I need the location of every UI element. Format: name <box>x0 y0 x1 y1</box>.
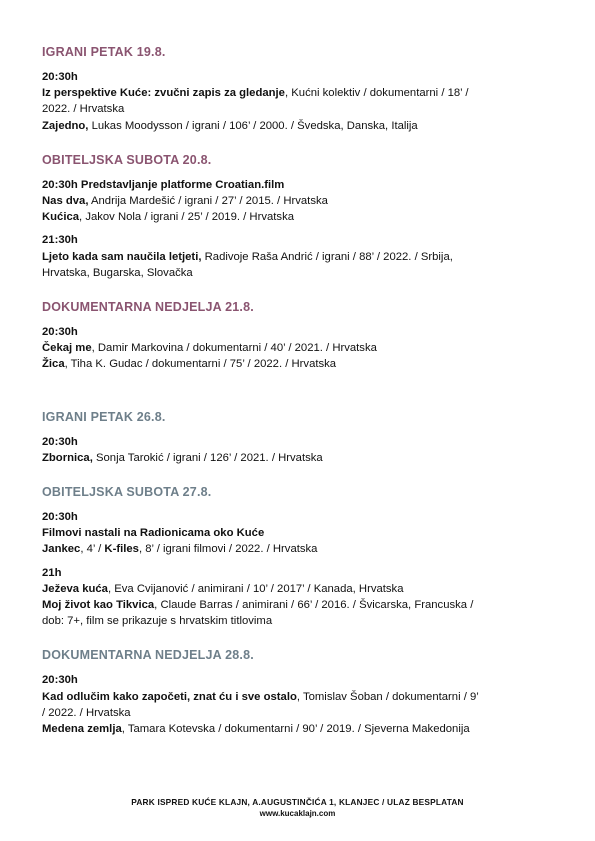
title-text: Kućica <box>42 211 80 224</box>
detail-text: , 8’ / igrani filmovi / 2022. / Hrvatska <box>138 543 318 556</box>
program-line <box>42 209 542 225</box>
screening-block <box>42 69 542 134</box>
footer <box>0 796 595 819</box>
program-line <box>42 249 542 265</box>
detail-text: Radivoje Raša Andrić / igrani / 88’ / 2022. / Srbija, <box>201 250 453 263</box>
detail-text: , Tiha K. Gudac / dokumentarni / 75’ / 2022. / Hrvatska <box>64 358 337 371</box>
title-text: Zajedno, <box>42 119 89 132</box>
program-section <box>42 409 542 466</box>
program-section <box>42 299 542 373</box>
title-text: Iz perspektive Kuće: zvučni zapis za gledanje <box>42 87 285 100</box>
title-text: K-files <box>104 543 139 556</box>
detail-text: , Claude Barras / animirani / 66’ / 2016. / Švicarska, Francuska / <box>154 599 474 612</box>
program-line <box>42 450 542 466</box>
section-title: OBITELJSKA SUBOTA 20.8. <box>42 152 212 167</box>
program-line <box>42 265 542 281</box>
section-title: IGRANI PETAK 19.8. <box>42 45 166 59</box>
program-line <box>42 193 542 209</box>
program-line <box>42 541 542 557</box>
footer-website: www.kucaklajn.com <box>259 809 336 818</box>
title-text: Ljeto kada sam naučila letjeti, <box>42 250 202 263</box>
detail-text: , Kućni kolektiv / dokumentarni / 18’ / <box>284 87 469 100</box>
detail-text: Sonja Tarokić / igrani / 126’ / 2021. / Hrvatska <box>92 451 323 464</box>
title-text: Nas dva, <box>42 195 89 208</box>
program-line <box>42 597 542 613</box>
screening-block <box>42 232 542 281</box>
title-text: Čekaj me <box>42 342 92 355</box>
program-line <box>42 721 542 737</box>
program-line <box>42 581 542 597</box>
screening-block <box>42 565 542 630</box>
section-title: IGRANI PETAK 26.8. <box>42 409 166 424</box>
title-text: Filmovi nastali na Radionicama oko Kuće <box>42 527 265 540</box>
program-line <box>42 434 542 450</box>
screening-block <box>42 434 542 466</box>
title-text: Medena zemlja <box>42 723 122 736</box>
program-line <box>42 356 542 372</box>
title-text: 20:30h <box>42 71 78 83</box>
title-text: 20:30h <box>42 435 78 448</box>
detail-text: , Tamara Kotevska / dokumentarni / 90’ / 2019. / Sjeverna Makedonija <box>121 723 470 736</box>
program-document <box>42 44 542 744</box>
detail-text: Andrija Mardešić / igrani / 27’ / 2015. / Hrvatska <box>88 195 328 208</box>
title-text: 20:30h Predstavljanje platforme Croatian.film <box>42 178 285 191</box>
title-text: Ježeva kuća <box>42 582 108 595</box>
detail-text: / 2022. / Hrvatska <box>42 706 131 719</box>
title-text: 20:30h <box>42 511 78 524</box>
detail-text: , 4’ / <box>80 543 105 556</box>
program-line <box>42 232 542 248</box>
program-line <box>42 85 542 101</box>
title-text: 20:30h <box>42 326 78 339</box>
program-line <box>42 705 542 721</box>
program-line <box>42 69 542 85</box>
screening-block <box>42 177 542 226</box>
program-line <box>42 672 542 688</box>
program-line <box>42 613 542 629</box>
program-line <box>42 324 542 340</box>
title-text: 21h <box>42 566 62 579</box>
program-section <box>42 484 542 629</box>
program-line <box>42 509 542 525</box>
program-section <box>42 647 542 737</box>
detail-text: , Jakov Nola / igrani / 25’ / 2019. / Hrvatska <box>79 211 294 224</box>
detail-text: 2022. / Hrvatska <box>42 103 125 116</box>
screening-block <box>42 672 542 737</box>
title-text: Jankec <box>42 543 81 556</box>
detail-text: , Tomislav Šoban / dokumentarni / 9’ <box>296 690 479 703</box>
title-text: 20:30h <box>42 674 78 687</box>
program-section <box>42 152 542 281</box>
section-title: DOKUMENTARNA NEDJELJA 28.8. <box>42 648 254 663</box>
program-line <box>42 118 542 134</box>
section-title: OBITELJSKA SUBOTA 27.8. <box>42 485 212 500</box>
detail-text: Lukas Moodysson / igrani / 106’ / 2000. / Švedska, Danska, Italija <box>88 119 418 132</box>
title-text: Žica <box>42 358 65 371</box>
program-line <box>42 689 542 705</box>
title-text: 21:30h <box>42 234 78 247</box>
program-line <box>42 340 542 356</box>
program-line <box>42 177 542 193</box>
section-title: DOKUMENTARNA NEDJELJA 21.8. <box>42 300 254 315</box>
detail-text: Hrvatska, Bugarska, Slovačka <box>42 266 193 279</box>
title-text: Kad odlučim kako započeti, znat ću i sve ostalo <box>42 690 297 703</box>
title-text: Moj život kao Tikvica <box>42 599 155 612</box>
footer-venue: PARK ISPRED KUĆE KLAJN, A.AUGUSTINČIĆA 1, KLANJEC / ULAZ BESPLATAN <box>131 797 464 807</box>
program-line <box>42 101 542 117</box>
program-line <box>42 565 542 581</box>
screening-block <box>42 509 542 558</box>
screening-block <box>42 324 542 373</box>
program-section <box>42 44 542 134</box>
detail-text: dob: 7+, film se prikazuje s hrvatskim titlovima <box>42 615 273 628</box>
program-line <box>42 525 542 541</box>
title-text: Zbornica, <box>42 451 93 464</box>
detail-text: , Eva Cvijanović / animirani / 10’ / 2017’ / Kanada, Hrvatska <box>107 582 404 595</box>
detail-text: , Damir Markovina / dokumentarni / 40’ / 2021. / Hrvatska <box>91 342 377 355</box>
